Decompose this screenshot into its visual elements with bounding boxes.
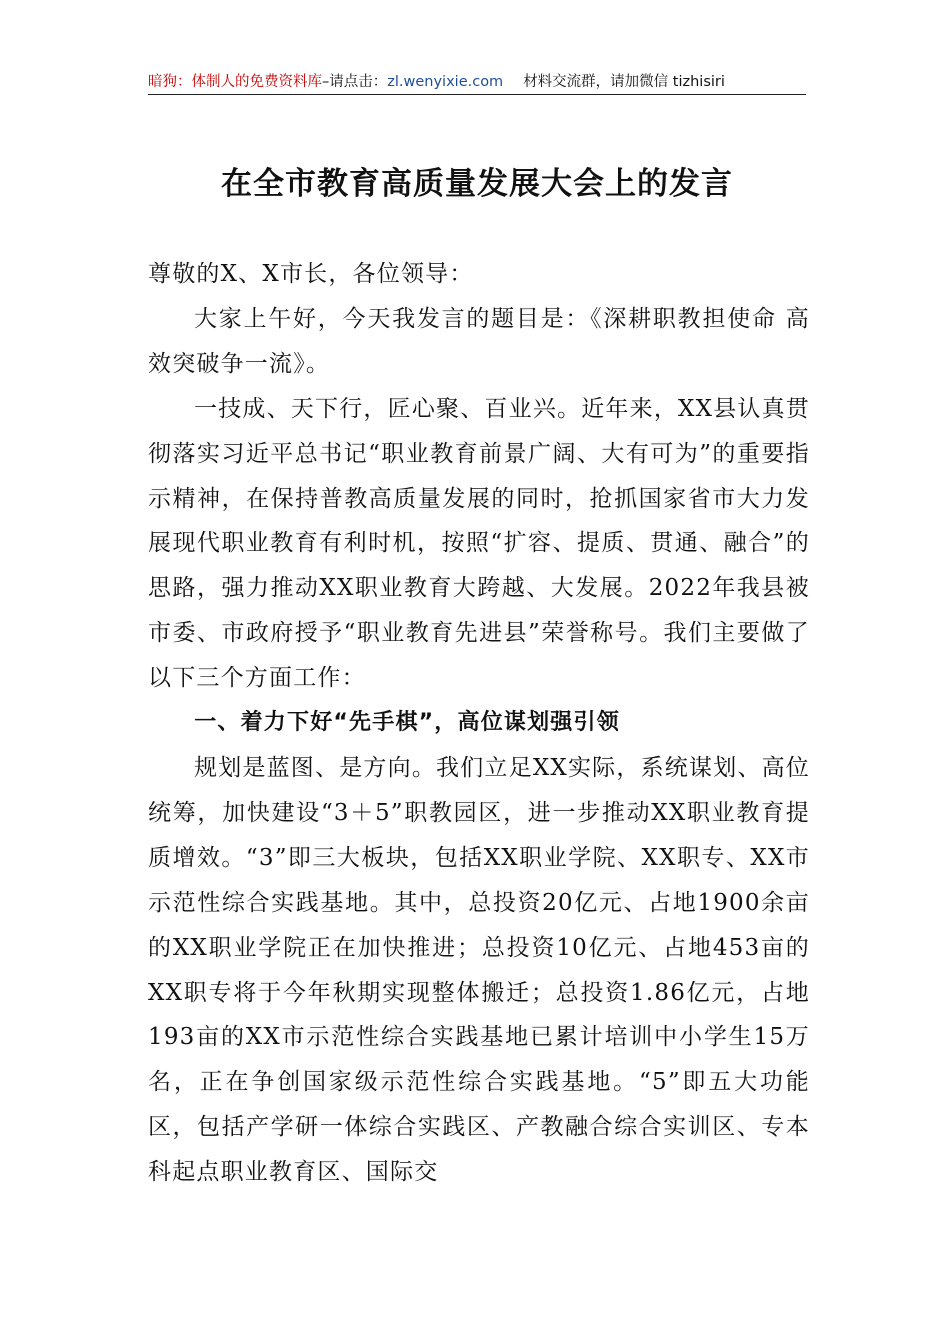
- section-heading: 一、着力下好“先手棋”，高位谋划强引领: [194, 710, 620, 736]
- page-header: [148, 72, 806, 95]
- document-body: [148, 252, 810, 1195]
- salutation: 尊敬的X、X市长，各位领导：: [148, 261, 474, 287]
- header-site-label: 暗狗：体制人的免费资料库: [148, 74, 322, 90]
- document-title: 在全市教育高质量发展大会上的发言: [221, 166, 733, 202]
- section-body: 规划是蓝图、是方向。我们立足XX实际，系统谋划、高位统筹，加快建设“3＋5”职教园区，进一步推动XX职业教育提质增效。“3”即三大板块，包括XX职业学院、XX职专、XX市示范性综合实践基地。其中，总投资20亿元、占地1900余亩的XX职业学院正在加快推进；总投资10亿元、占地453亩的XX职专将于今年秋期实现整体搬迁；总投资1.86亿元，占地193亩的XX市示范性综合实践基地已累计培训中小学生15万名，正在争创国家级示范性综合实践基地。“5”即五大功能区，包括产学研一体综合实践区、产教融合综合实训区、专本科起点职业教育区、国际交: [148, 754, 810, 1186]
- header-url-link[interactable]: zl.wenyixie.com: [387, 74, 504, 90]
- paragraph-overview: 一技成、天下行，匠心聚、百业兴。近年来，XX县认真贯彻落实习近平总书记“职业教育前景广阔、大有可为”的重要指示精神，在保持普教高质量发展的同时，抢抓国家省市大力发展现代职业教育有利时机，按照“扩容、提质、贯通、融合”的思路，强力推动XX职业教育大跨越、大发展。2022年我县被市委、市政府授予“职业教育先进县”荣誉称号。我们主要做了以下三个方面工作：: [148, 395, 810, 692]
- header-click-prompt: –请点击：: [322, 74, 388, 90]
- paragraph-intro: 大家上午好，今天我发言的题目是：《深耕职教担使命 高效突破争一流》。: [148, 305, 810, 377]
- header-wechat-text: 材料交流群，请加微信 tizhisiri: [523, 74, 725, 90]
